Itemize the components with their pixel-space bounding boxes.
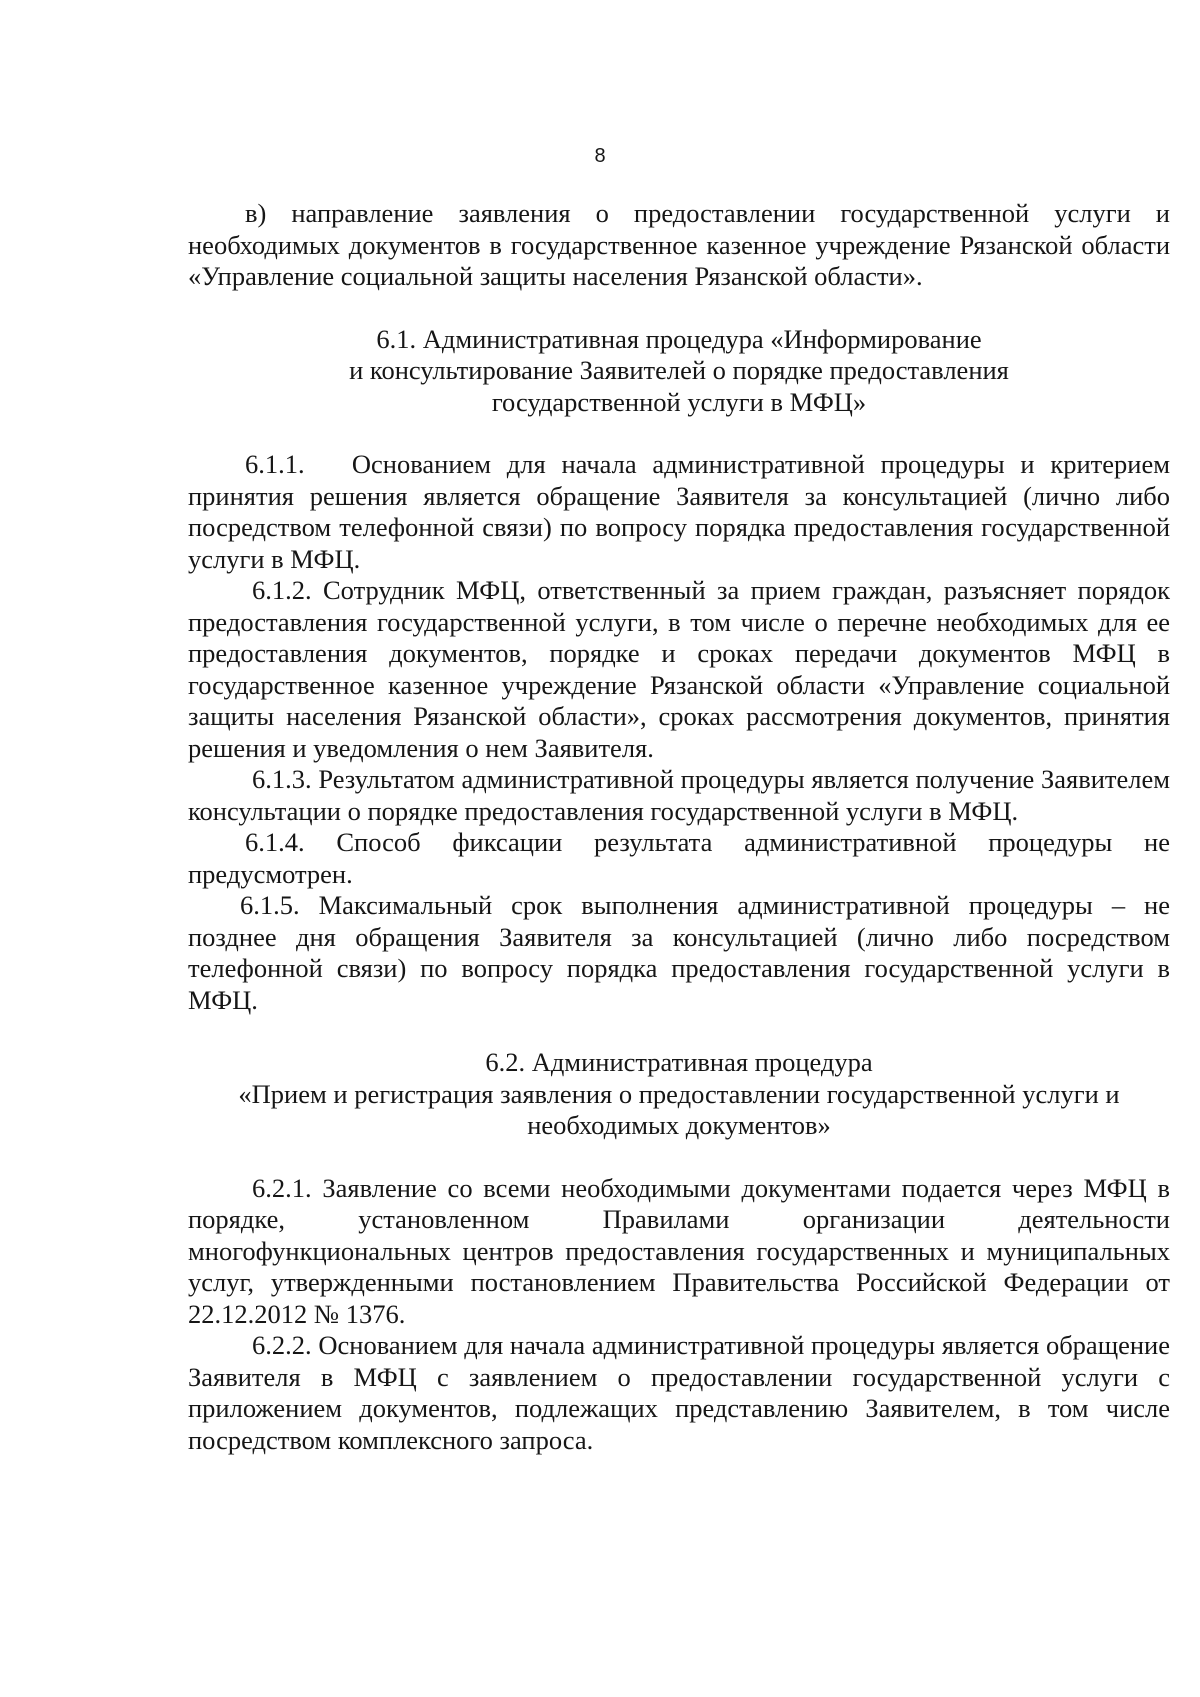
heading-line: 6.1. Административная процедура «Информирование: [376, 323, 982, 354]
paragraph-6-1-4: 6.1.4. Способ фиксации результата административной процедуры не предусмотрен.: [188, 827, 1170, 889]
paragraph-6-1-5: 6.1.5. Максимальный срок выполнения административной процедуры – не позднее дня обращения Заявителя за консультацией (лично либо посредством телефонной связи) по вопросу порядка предоставления государственной услуги в МФЦ.: [188, 890, 1170, 1015]
page-number: 8: [594, 145, 606, 167]
document-body: [188, 198, 1170, 1456]
intro-paragraph: в) направление заявления о предоставлении государственной услуги и необходимых документов в государственное казенное учреждение Рязанской области «Управление социальной защиты населения Рязанской области».: [188, 198, 1170, 291]
heading-line: государственной услуги в МФЦ»: [491, 386, 867, 417]
paragraph-6-2-1: 6.2.1. Заявление со всеми необходимыми документами подается через МФЦ в порядке, установленном Правилами организации деятельности многофункциональных центров предоставления государственных и муниципальных услуг, утвержденными постановлением Правительства Российской Федерации от 22.12.2012 № 1376.: [188, 1172, 1170, 1329]
heading-line: 6.2. Административная процедура: [485, 1047, 873, 1077]
section-6-1-heading: [188, 324, 1170, 419]
paragraph-6-1-3: 6.1.3. Результатом административной процедуры является получение Заявителем консультации о порядке предоставления государственной услуги в МФЦ.: [188, 764, 1170, 826]
paragraph-6-1-2: 6.1.2. Сотрудник МФЦ, ответственный за прием граждан, разъясняет порядок предоставления государственной услуги, в том числе о перечне необходимых для ее предоставления документов, порядке и сроках передачи документов МФЦ в государственное казенное учреждение Рязанской области «Управление социальной защиты населения Рязанской области», сроках рассмотрения документов, принятия решения и уведомления о нем Заявителя.: [188, 575, 1170, 763]
heading-line: необходимых документов»: [527, 1110, 831, 1140]
paragraph-6-1-1: 6.1.1. Основанием для начала административной процедуры и критерием принятия решения является обращение Заявителя за консультацией (лично либо посредством телефонной связи) по вопросу порядка предоставления государственной услуги в МФЦ.: [188, 449, 1170, 574]
heading-line: «Прием и регистрация заявления о предоставлении государственной услуги и: [238, 1078, 1120, 1109]
heading-line: и консультирование Заявителей о порядке предоставления: [349, 355, 1009, 385]
section-6-2-heading: [188, 1047, 1170, 1142]
paragraph-6-2-2: 6.2.2. Основанием для начала административной процедуры является обращение Заявителя в МФЦ с заявлением о предоставлении государственной услуги с приложением документов, подлежащих представлению Заявителем, в том числе посредством комплексного запроса.: [188, 1330, 1170, 1455]
